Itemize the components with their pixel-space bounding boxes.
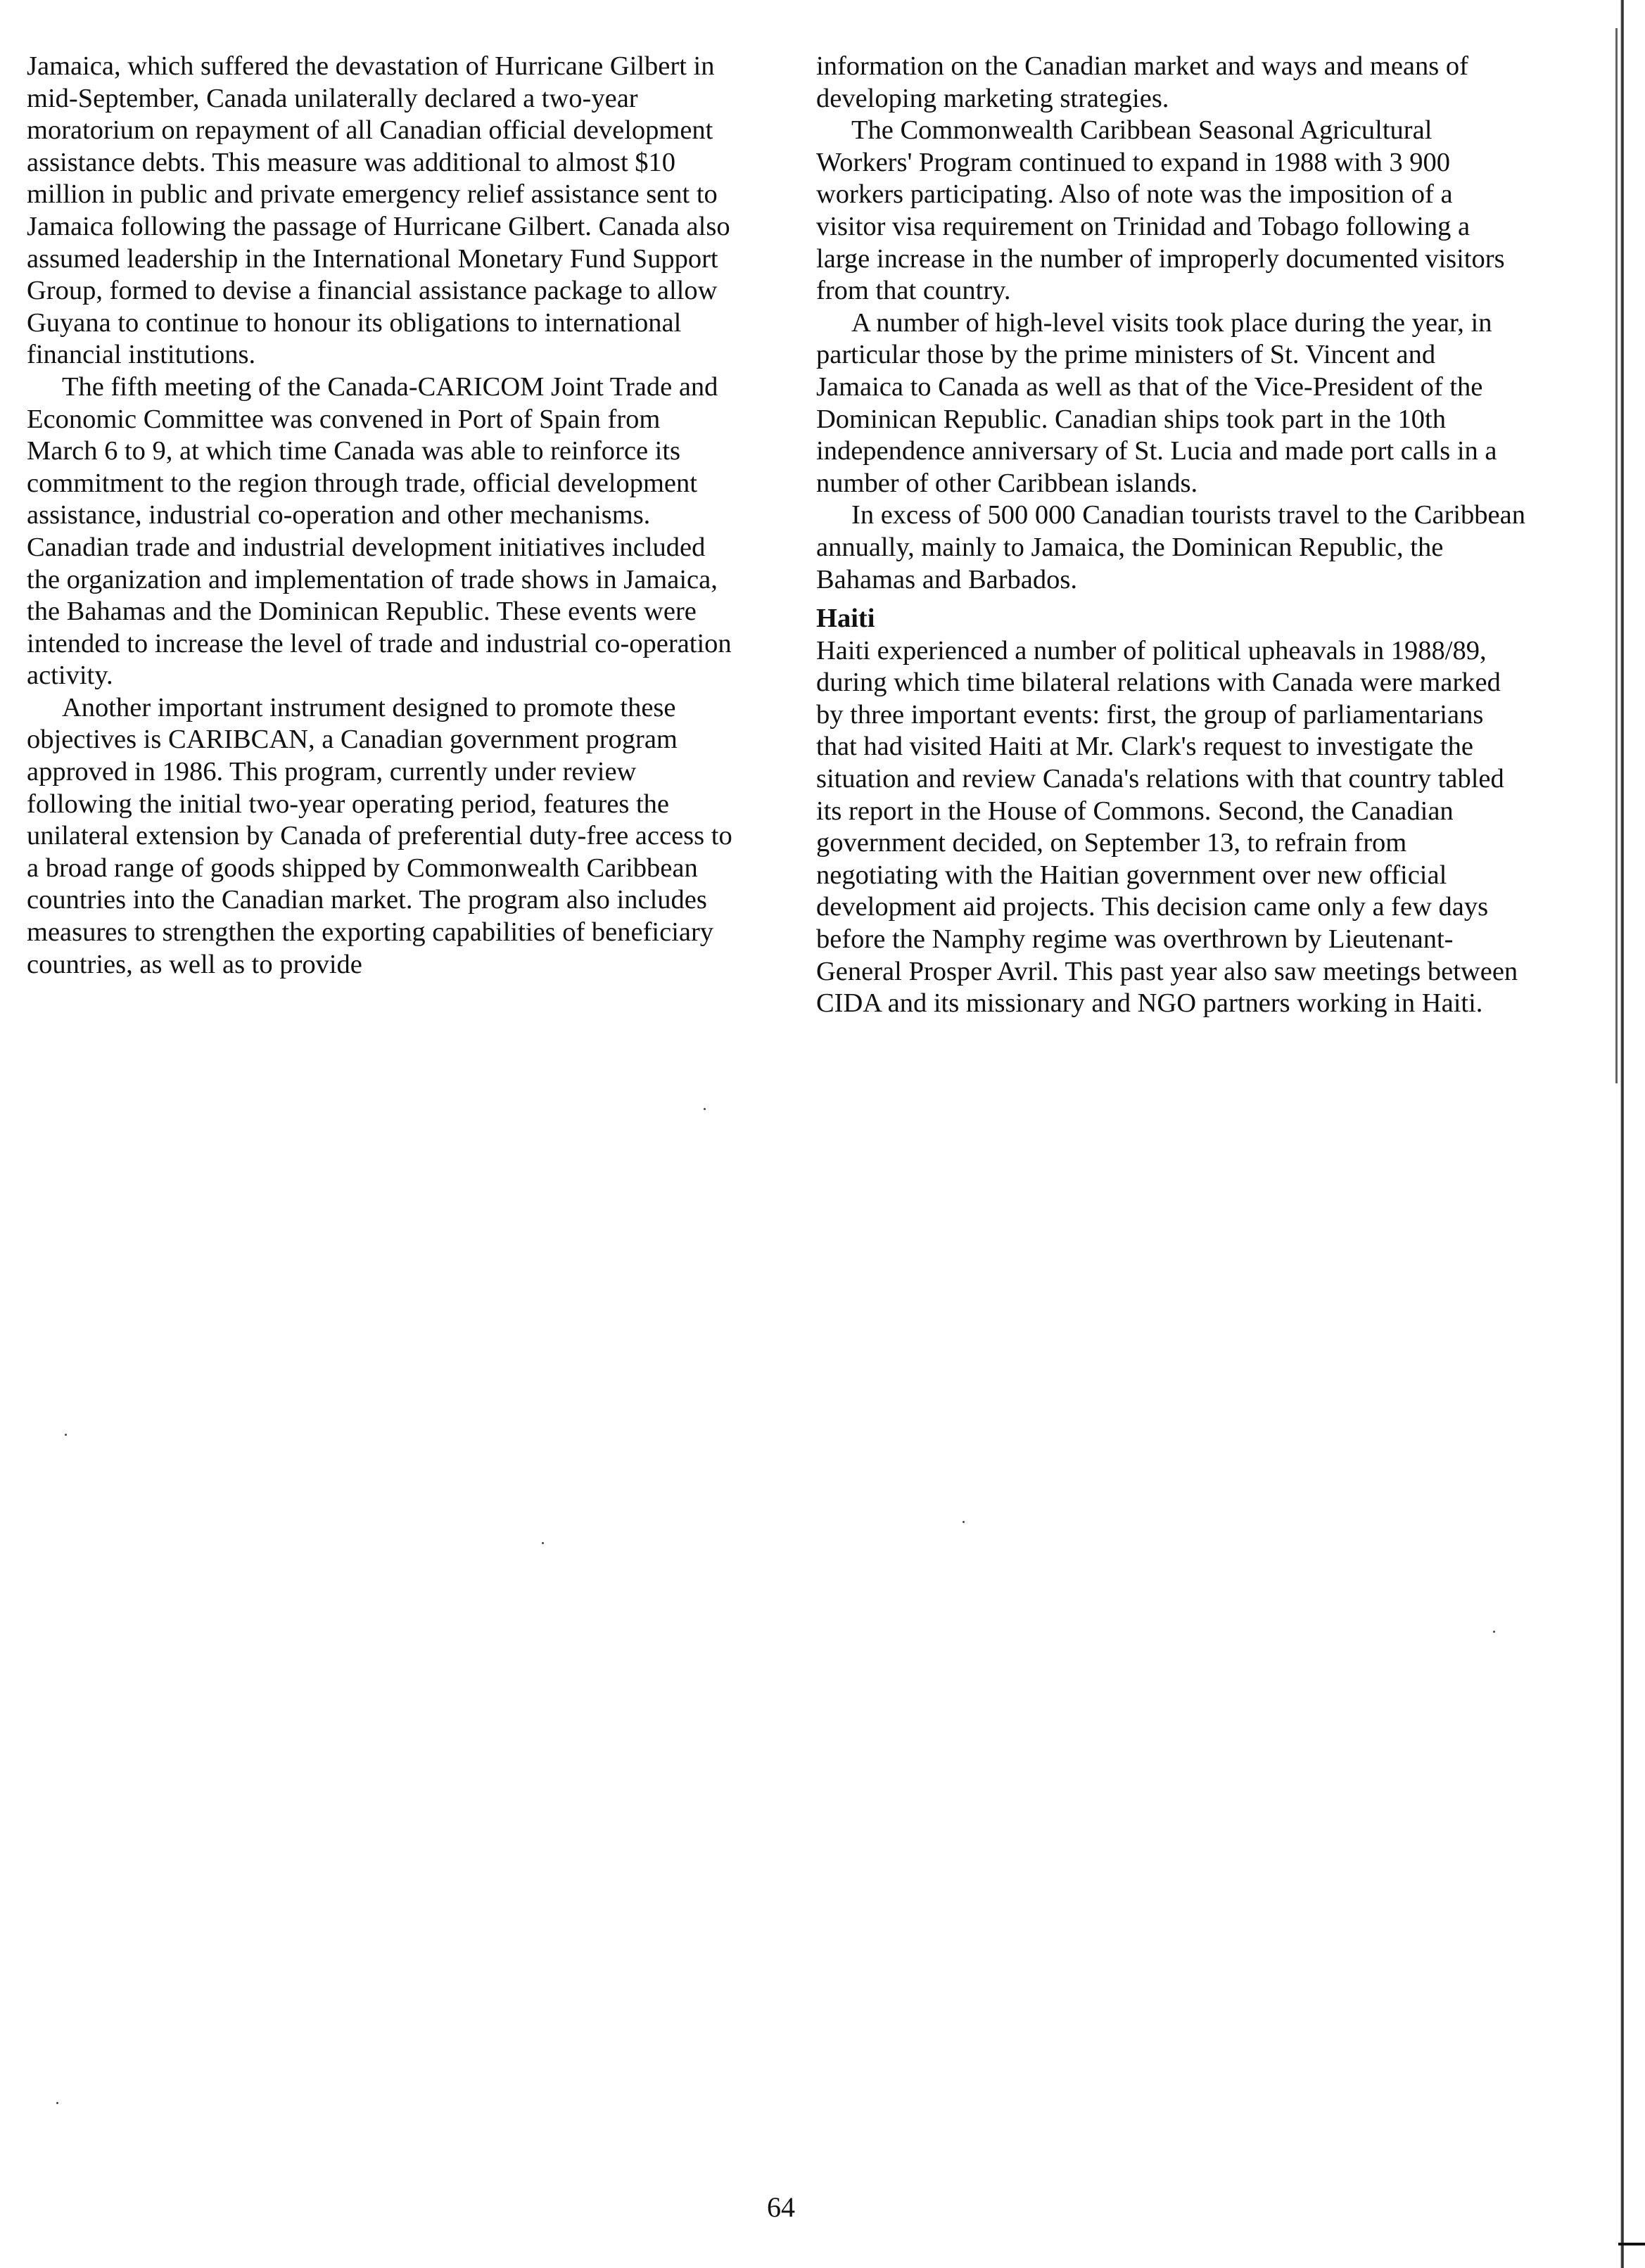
paragraph-high-level-visits: A number of high-level visits took place during the year, in particular those by the prime ministers of St. Vincent and Jamaica to Canada as well as that of the Vice-President of the Dominican Republic. Canadian ships took part in the 10th independence anniversary of St. Lucia and made port calls in a number of other Caribbean islands. [816,307,1497,498]
left-column [27,51,737,981]
scan-speck [1493,1631,1495,1633]
scan-edge-mark [1618,2243,1645,2245]
paragraph-jamaica-debt-moratorium: Jamaica, which suffered the devastation of Hurricane Gilbert in mid-September, Canada unilaterally declared a two-year moratorium on repayment of all Canadian official development assistance debts. This measure was additional to almost $10 million in public and private emergency relief assistance sent to Jamaica following the passage of Hurricane Gilbert. Canada also assumed leadership in the International Monetary Fund Support Group, formed to devise a financial assistance package to allow Guyana to continue to honour its obligations to international financial institutions. [27,51,730,370]
right-column [816,51,1527,1020]
paragraph-haiti-events: Haiti experienced a number of political upheavals in 1988/89, during which time bilateral relations with Canada were marked by three important events: first, the group of parliamentarians that had visited Haiti at Mr. Clark's request to investigate the situation and review Canada's relations with that country tabled its report in the House of Commons. Second, the Canadian government decided, on September 13, to refrain from negotiating with the Haitian government over new official development aid projects. This decision came only a few days before the Namphy regime was overthrown by Lieutenant-General Prosper Avril. This past year also saw meetings between CIDA and its missionary and NGO partners working in Haiti. [816,635,1518,1019]
scan-speck [963,1521,965,1523]
paragraph-caricom-trade-committee: The fifth meeting of the Canada-CARICOM Joint Trade and Economic Committee was convened in Port of Spain from March 6 to 9, at which time Canada was able to reinforce its commitment to the region through trade, official development assistance, industrial co-operation and other mechanisms. Canadian trade and industrial development initiatives included the organization and implementation of trade shows in Jamaica, the Bahamas and the Dominican Republic. These events were intended to increase the level of trade and industrial co-operation activity. [27,371,732,691]
scan-speck [56,2102,58,2104]
page-number: 64 [767,2191,795,2223]
paragraph-marketing-strategies: information on the Canadian market and ways and means of developing marketing strategies. [816,51,1468,113]
scan-speck [65,1434,67,1436]
paragraph-caribcan-program: Another important instrument designed to promote these objectives is CARIBCAN, a Canadian government program approved in 1986. This program, currently under review following the initial two-year operating period, features the unilateral extension by Canada of preferential duty-free access to a broad range of goods shipped by Commonwealth Caribbean countries into the Canadian market. The program also includes measures to strengthen the exporting capabilities of beneficiary countries, as well as to provide [27,692,732,979]
paragraph-canadian-tourists: In excess of 500 000 Canadian tourists travel to the Caribbean annually, mainly to Jamaica, the Dominican Republic, the Bahamas and Barbados. [816,500,1525,594]
scan-binding-edge [1620,0,1624,2268]
section-heading-haiti: Haiti [816,604,875,634]
scan-speck [704,1108,706,1110]
scan-binding-shadow [1615,28,1618,1083]
scan-speck [542,1542,544,1544]
paragraph-seasonal-workers: The Commonwealth Caribbean Seasonal Agricultural Workers' Program continued to expand in 1988 with 3 900 workers participating. Also of note was the imposition of a visitor visa requirement on Trinidad and Tobago following a large increase in the number of improperly documented visitors from that country. [816,115,1505,306]
